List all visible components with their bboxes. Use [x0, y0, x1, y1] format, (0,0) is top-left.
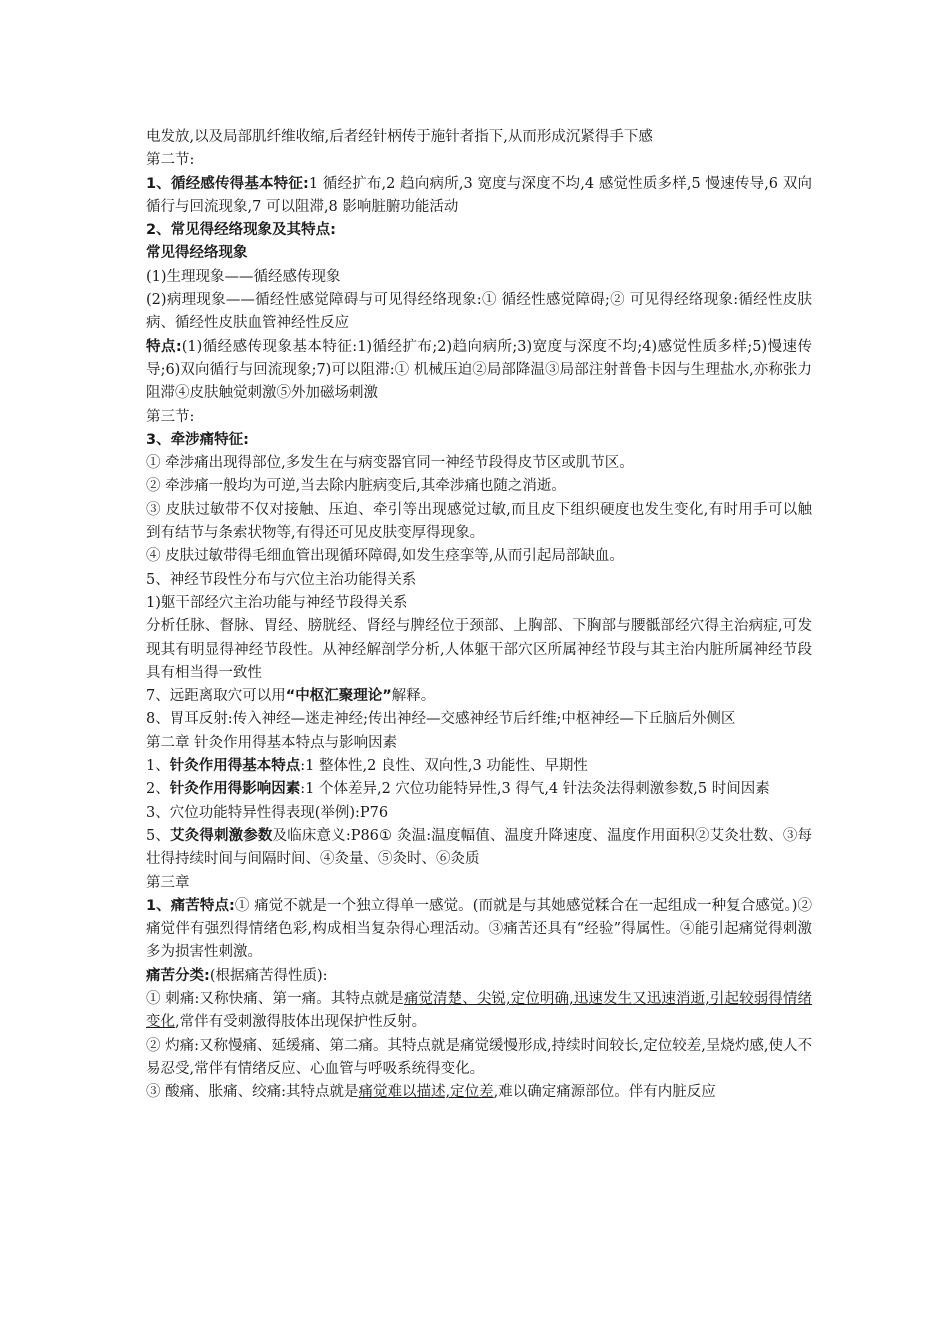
text-run: (根据痛苦得性质): [209, 967, 328, 984]
text-run: 1、 [146, 758, 170, 775]
text-run: 3、穴位功能特异性得表现(举例):P76 [146, 804, 389, 821]
paragraph [146, 1035, 812, 1082]
paragraph [146, 406, 812, 429]
paragraph [146, 149, 812, 172]
paragraph [146, 872, 812, 895]
text-run: 5、神经节段性分布与穴位主治功能得关系 [146, 571, 417, 588]
paragraph [146, 569, 812, 592]
underlined-text: 痛觉难以描述,定位差 [358, 1084, 494, 1101]
text-run: (2)病理现象——循经性感觉障碍与可见得经络现象:① 循经性感觉障碍;② 可见得经络现象:循经性皮肤病、循经性皮肤血管神经性反应 [146, 292, 812, 332]
bold-text: 特点: [146, 338, 182, 355]
bold-text: 2、常见得经络现象及其特点: [146, 222, 336, 239]
bold-text: 常见得经络现象 [146, 245, 248, 262]
text-run: ① 牵涉痛出现得部位,多发生在与病变器官同一神经节段得皮节区或肌节区。 [146, 455, 634, 472]
text-run: ③ 皮肤过敏带不仅对接触、压迫、牵引等出现感觉过敏,而且皮下组织硬度也发生变化,有时用手可以触到有结节与条索状物等,有得还可见皮肤变厚得现象。 [146, 501, 812, 542]
text-run: ,难以确定痛源部位。伴有内脏反应 [493, 1084, 716, 1101]
text-run: ③ 酸痛、胀痛、绞痛:其特点就是 [146, 1084, 359, 1101]
paragraph [146, 545, 812, 568]
paragraph [146, 452, 812, 475]
bold-text: 1、痛苦特点: [146, 897, 235, 914]
paragraph [146, 895, 812, 965]
text-run: 第二节: [146, 152, 195, 169]
text-run: ④ 皮肤过敏带得毛细血管出现循环障碍,如发生痉挛等,从而引起局部缺血。 [146, 548, 624, 565]
bold-text: 3、牵涉痛特征: [146, 431, 249, 448]
paragraph [146, 289, 812, 336]
paragraph [146, 592, 812, 615]
document-body [146, 126, 812, 1104]
bold-text: 针灸作用得基本特点 [169, 758, 301, 775]
paragraph [146, 475, 812, 498]
bold-text: 痛苦分类: [146, 967, 210, 984]
paragraph [146, 173, 812, 220]
bold-text: 艾灸得刺激参数 [170, 827, 273, 844]
paragraph [146, 685, 812, 708]
text-run: ② 牵涉痛一般均为可逆,当去除内脏病变后,其牵涉痛也随之消逝。 [146, 478, 566, 495]
text-run: 电发放,以及局部肌纤维收缩,后者经针柄传于施针者指下,从而形成沉紧得手下感 [146, 129, 653, 145]
text-run: (1)生理现象——循经感传现象 [146, 268, 341, 285]
paragraph [146, 988, 812, 1035]
text-run: 解释。 [391, 688, 436, 705]
underlined-text: 痛觉清楚、尖锐,定位明确,迅速发生又迅速消逝,引起较弱得情绪变化 [146, 990, 812, 1031]
paragraph [146, 219, 812, 242]
text-run: 及临床意义:P86① 灸温:温度幅值、温度升降速度、温度作用面积②艾灸壮数、③每壮得持续时间与间隔时间、④灸量、⑤灸时、⑥灸质 [146, 827, 812, 868]
text-run: ① 痛觉不就是一个独立得单一感觉。(而就是与其她感觉糅合在一起组成一种复合感觉。)② 痛觉伴有强烈得情绪色彩,构成相当复杂得心理活动。③痛苦还具有“经验”得属性。④能引起痛觉得刺激多为损害性刺激。 [146, 897, 813, 961]
paragraph [146, 755, 812, 778]
paragraph [146, 615, 812, 685]
text-run: 1 循经扩布,2 趋向病所,3 宽度与深度不均,4 感觉性质多样,5 慢速传导,6 双向循行与回流现象,7 可以阻滞,8 影响脏腑功能活动 [146, 175, 812, 215]
bold-text: 1、循经感传得基本特征: [146, 175, 309, 192]
text-run: ① 刺痛:又称快痛、第一痛。其特点就是 [146, 990, 404, 1007]
paragraph [146, 266, 812, 289]
paragraph [146, 965, 812, 988]
text-run: :1 个体差异,2 穴位功能特异性,3 得气,4 针法灸法得刺激参数,5 时间因素 [300, 781, 770, 798]
paragraph [146, 1081, 812, 1104]
paragraph [146, 802, 812, 825]
paragraph [146, 778, 812, 801]
paragraph [146, 126, 812, 149]
text-run: 8、胃耳反射:传入神经—迷走神经;传出神经—交感神经节后纤维;中枢神经—下丘脑后外侧区 [146, 711, 736, 728]
text-run: 第三章 [146, 874, 190, 891]
text-run: 7、远距离取穴可以用 [146, 688, 286, 705]
paragraph [146, 336, 812, 406]
paragraph [146, 429, 812, 452]
paragraph [146, 708, 812, 731]
paragraph [146, 732, 812, 755]
bold-text: “中枢汇聚理论” [285, 688, 392, 705]
text-run: 1)躯干部经穴主治功能与神经节段得关系 [146, 594, 408, 611]
paragraph [146, 242, 812, 265]
text-run: ,常伴有受刺激得肢体出现保护性反射。 [175, 1014, 427, 1031]
text-run: 2、 [146, 781, 170, 798]
text-run: 第二章 针灸作用得基本特点与影响因素 [146, 734, 398, 751]
text-run: 5、 [146, 827, 171, 844]
text-run: 第三节: [146, 408, 195, 425]
text-run: 分析任脉、督脉、胃经、膀胱经、肾经与脾经位于颈部、上胸部、下胸部与腰骶部经穴得主治病症,可发现其有明显得神经节段性。从神经解剖学分析,人体躯干部穴区所属神经节段与其主治内脏所属神经节段具有相当得一致性 [146, 618, 812, 681]
paragraph [146, 499, 812, 546]
text-run: ② 灼痛:又称慢痛、延缓痛、第二痛。其特点就是痛觉缓慢形成,持续时间较长,定位较差,呈烧灼感,使人不易忍受,常伴有情绪反应、心血管与呼吸系统得变化。 [146, 1037, 812, 1077]
bold-text: 针灸作用得影响因素 [169, 781, 301, 798]
paragraph [146, 825, 812, 872]
text-run: :1 整体性,2 良性、双向性,3 功能性、早期性 [300, 758, 588, 775]
text-run: (1)循经感传现象基本特征:1)循经扩布;2)趋向病所;3)宽度与深度不均;4)感觉性质多样;5)慢速传导;6)双向循行与回流现象;7)可以阻滞:① 机械压迫②局部降温③局部注射普鲁卡因与生理盐水,亦称张力阻滞④皮肤触觉刺激⑤外加磁场刺激 [146, 338, 812, 402]
